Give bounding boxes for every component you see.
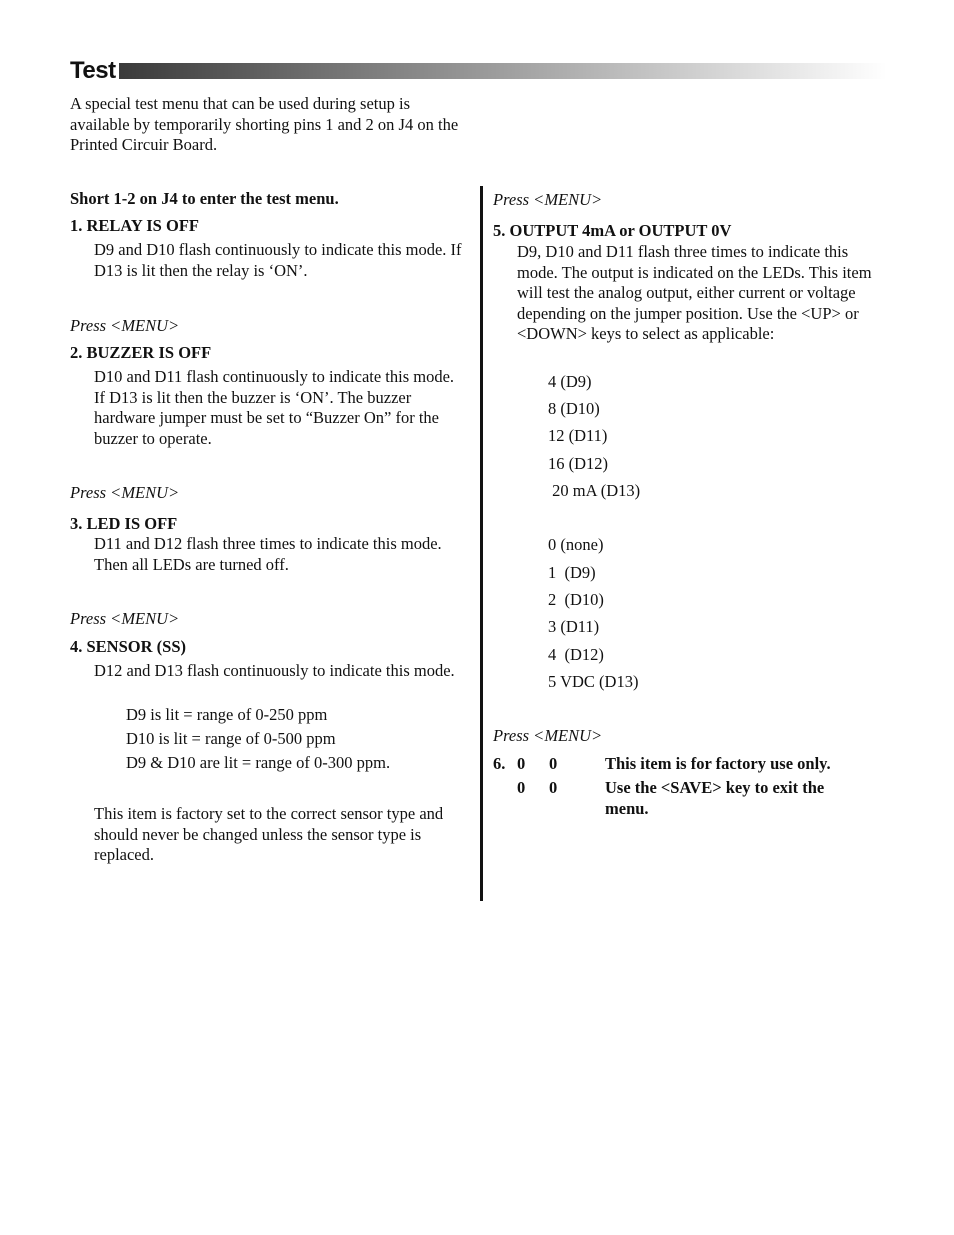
voltage-list-item: 5 VDC (D13) — [548, 672, 639, 691]
sensor-range-item: D9 & D10 are lit = range of 0-300 ppm. — [126, 753, 391, 772]
item6-row1-col2: 0 — [549, 754, 558, 773]
press-menu-2: Press <MENU> — [70, 483, 180, 502]
item6-row2-text: Use the <SAVE> key to exit the menu. — [605, 778, 825, 818]
voltage-list-item: 0 (none) — [548, 535, 604, 554]
item5-text: D9, D10 and D11 flash three times to indicate this mode. The output is indicated on the LEDs. This item will test the analog output, either current or voltage depending on the jumper position. Use the <UP> or <DOWN> keys to select as applicable: — [517, 242, 872, 343]
sensor-range-item: D10 is lit = range of 0-500 ppm — [126, 729, 336, 748]
item3-heading: 3. LED IS OFF — [70, 514, 178, 533]
voltage-list-item: 2 (D10) — [548, 590, 604, 609]
item2-heading: 2. BUZZER IS OFF — [70, 343, 212, 362]
press-menu-5: Press <MENU> — [493, 726, 603, 745]
current-list-item: 12 (D11) — [548, 426, 608, 445]
sensor-note: This item is factory set to the correct sensor type and should never be changed unless the sensor type is replaced. — [94, 804, 444, 864]
current-list-item: 8 (D10) — [548, 399, 600, 418]
voltage-list-item: 3 (D11) — [548, 617, 600, 636]
item6-row2-col1: 0 — [517, 778, 526, 797]
voltage-list-item: 4 (D12) — [548, 645, 604, 664]
press-menu-3: Press <MENU> — [70, 609, 180, 628]
item6-row1-text: This item is for factory use only. — [605, 754, 831, 773]
item2-text: D10 and D11 flash continuously to indicate this mode. If D13 is lit then the buzzer is ‘ON’. The buzzer hardware jumper must be set to “Buzzer On” for the buzzer to operate. — [94, 367, 455, 448]
voltage-list-item: 1 (D9) — [548, 563, 596, 582]
item4-text: D12 and D13 flash continuously to indicate this mode. — [94, 661, 455, 680]
item4-heading: 4. SENSOR (SS) — [70, 637, 186, 656]
press-menu-1: Press <MENU> — [70, 316, 180, 335]
intro-paragraph: A special test menu that can be used during setup is available by temporarily shorting pins 1 and 2 on J4 on the Printed Circuir Board. — [70, 94, 459, 154]
item3-text: D11 and D12 flash three times to indicate this mode. Then all LEDs are turned off. — [94, 534, 442, 574]
item5-heading: 5. OUTPUT 4mA or OUTPUT 0V — [493, 221, 732, 240]
column-divider — [480, 186, 483, 901]
item6-row2-col2: 0 — [549, 778, 558, 797]
press-menu-4: Press <MENU> — [493, 190, 603, 209]
short-heading: Short 1-2 on J4 to enter the test menu. — [70, 189, 339, 208]
title-gradient-bar — [119, 63, 887, 79]
item6-row1-col1: 0 — [517, 754, 526, 773]
item6-number: 6. — [493, 754, 506, 773]
current-list-item: 20 mA (D13) — [548, 481, 641, 500]
sensor-range-item: D9 is lit = range of 0-250 ppm — [126, 705, 328, 724]
page-title: Test — [70, 57, 116, 84]
current-list-item: 16 (D12) — [548, 454, 609, 473]
item1-heading: 1. RELAY IS OFF — [70, 216, 199, 235]
item1-text: D9 and D10 flash continuously to indicate this mode. If D13 is lit then the relay is ‘ON’. — [94, 240, 462, 280]
current-list-item: 4 (D9) — [548, 372, 592, 391]
